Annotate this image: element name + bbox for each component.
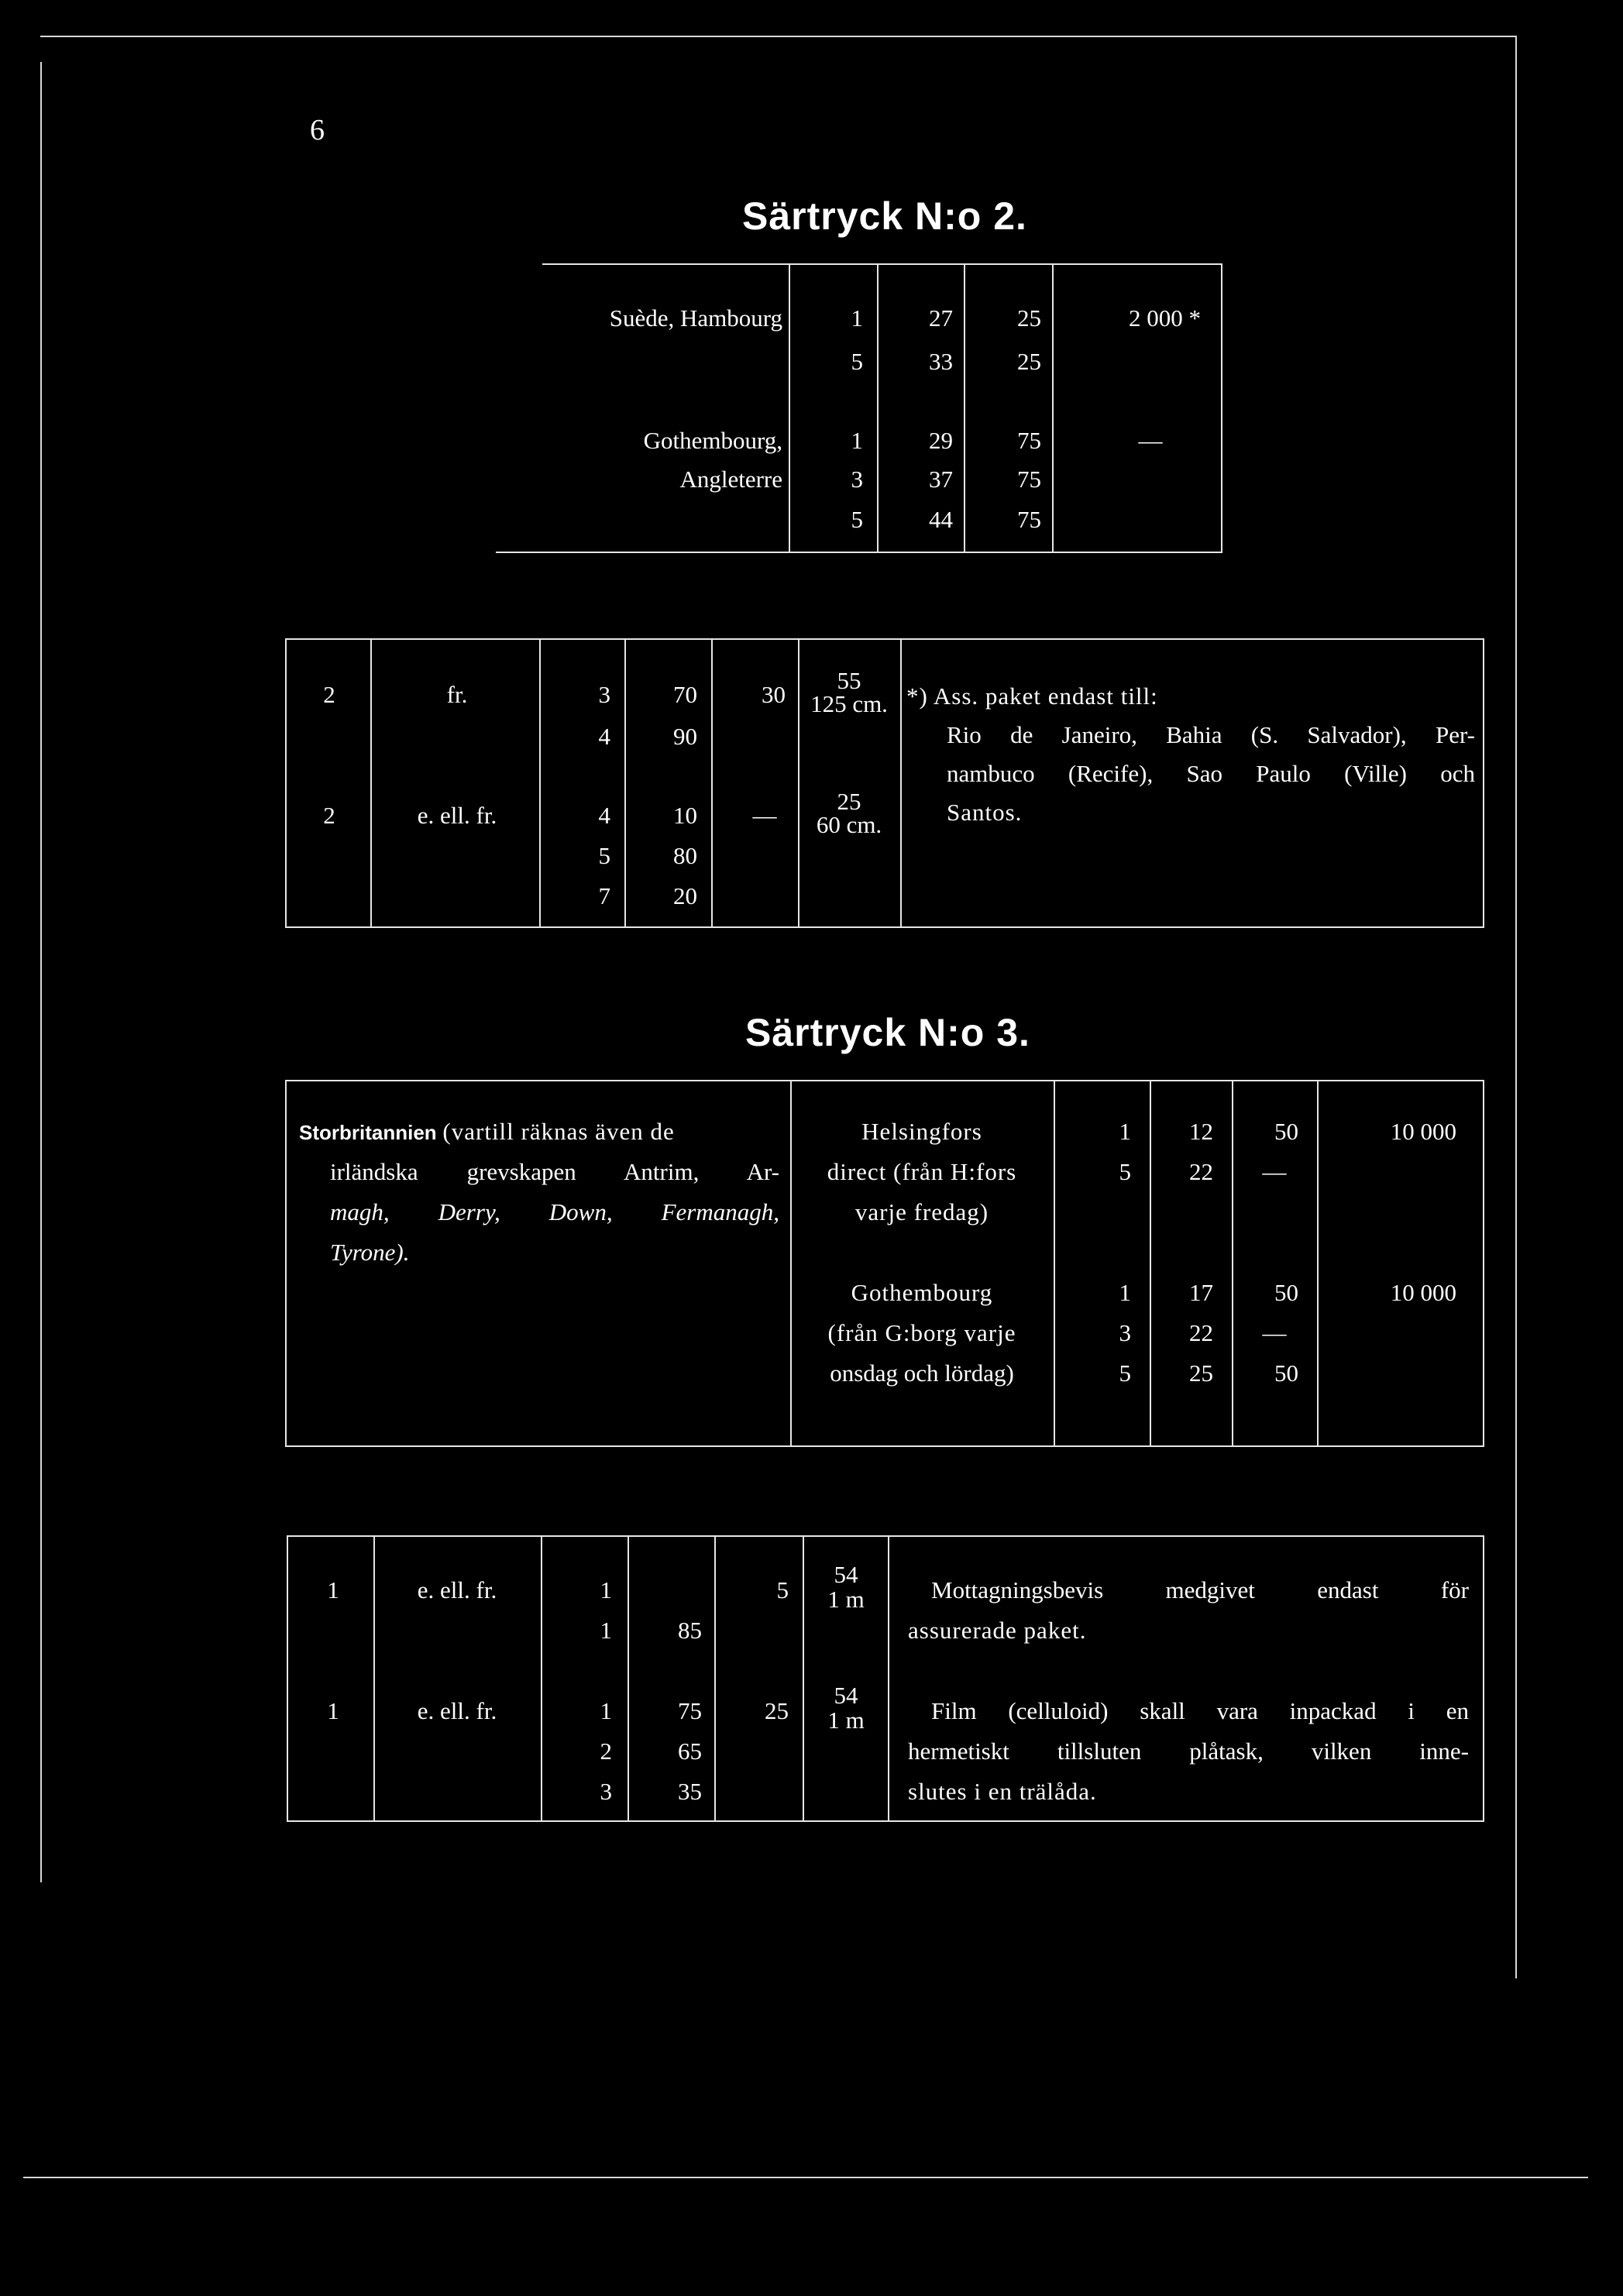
note-line: hermetiskt tillsluten plåtask, vilken inne- [908,1737,1469,1765]
section-3-title: Särtryck N:o 3. [745,1011,1030,1054]
note-line: Film (celluloid) skall vara inpackad i en [931,1697,1469,1724]
footnote-line: Santos. [947,799,1023,826]
footnote-line: nambuco (Recife), Sao Paulo (Ville) och [947,760,1475,787]
country-name: Storbritannien [299,1121,437,1144]
table-top-rule [542,263,1222,265]
route-line: (från G:borg varje [827,1319,1016,1346]
note-line: slutes i en trälåda. [908,1778,1097,1805]
frame-right-rule [1515,36,1517,1978]
dimension-label: 125 cm. [810,690,888,717]
note-line: Mottagningsbevis medgivet endast för [931,1576,1469,1603]
table-bottom-rule [496,552,1222,553]
dimension-label: 54 [834,1561,858,1588]
destination-cell: Angleterre [679,466,782,493]
frame-left-rule [40,62,42,1882]
dimension-label: 60 cm. [816,811,882,838]
dimension-label: 1 m [827,1586,865,1613]
table-top-rule [285,1080,1484,1081]
route-line: Helsingfors [861,1118,982,1145]
dimension-label: 25 [837,788,861,815]
route-line: varje fredag) [854,1198,989,1225]
note-line: assurerade paket. [908,1617,1087,1644]
table-bottom-rule [285,926,1484,928]
country-cell: Storbritannien (vartill räknas även de [299,1118,675,1145]
table-bottom-rule [287,1820,1484,1822]
dimension-label: 54 [834,1682,858,1709]
section-2-title: Särtryck N:o 2. [742,194,1027,238]
table-top-rule [287,1535,1484,1537]
destination-cell: Suède, Hambourg [609,304,782,332]
footnote-line: *) Ass. paket endast till: [906,682,1158,710]
page-number: 6 [310,114,325,146]
country-cell-line: irländska grevskapen Antrim, Ar- [330,1158,779,1185]
route-line: Gothembourg [851,1279,993,1306]
route-line: direct (från H:fors [827,1158,1017,1185]
route-line: onsdag och lördag) [830,1359,1014,1387]
dimension-label: 1 m [827,1707,865,1734]
country-cell-line: magh, Derry, Down, Fermanagh, [330,1198,779,1225]
dimension-label: 55 [837,667,861,694]
frame-top-rule [40,36,1517,37]
country-cell-line: Tyrone). [330,1239,410,1266]
destination-cell: Gothembourg, [643,427,782,454]
table-top-rule [285,638,1484,640]
footnote-line: Rio de Janeiro, Bahia (S. Salvador), Per- [947,721,1475,748]
table-bottom-rule [285,1445,1484,1447]
frame-bottom-rule [23,2177,1588,2178]
